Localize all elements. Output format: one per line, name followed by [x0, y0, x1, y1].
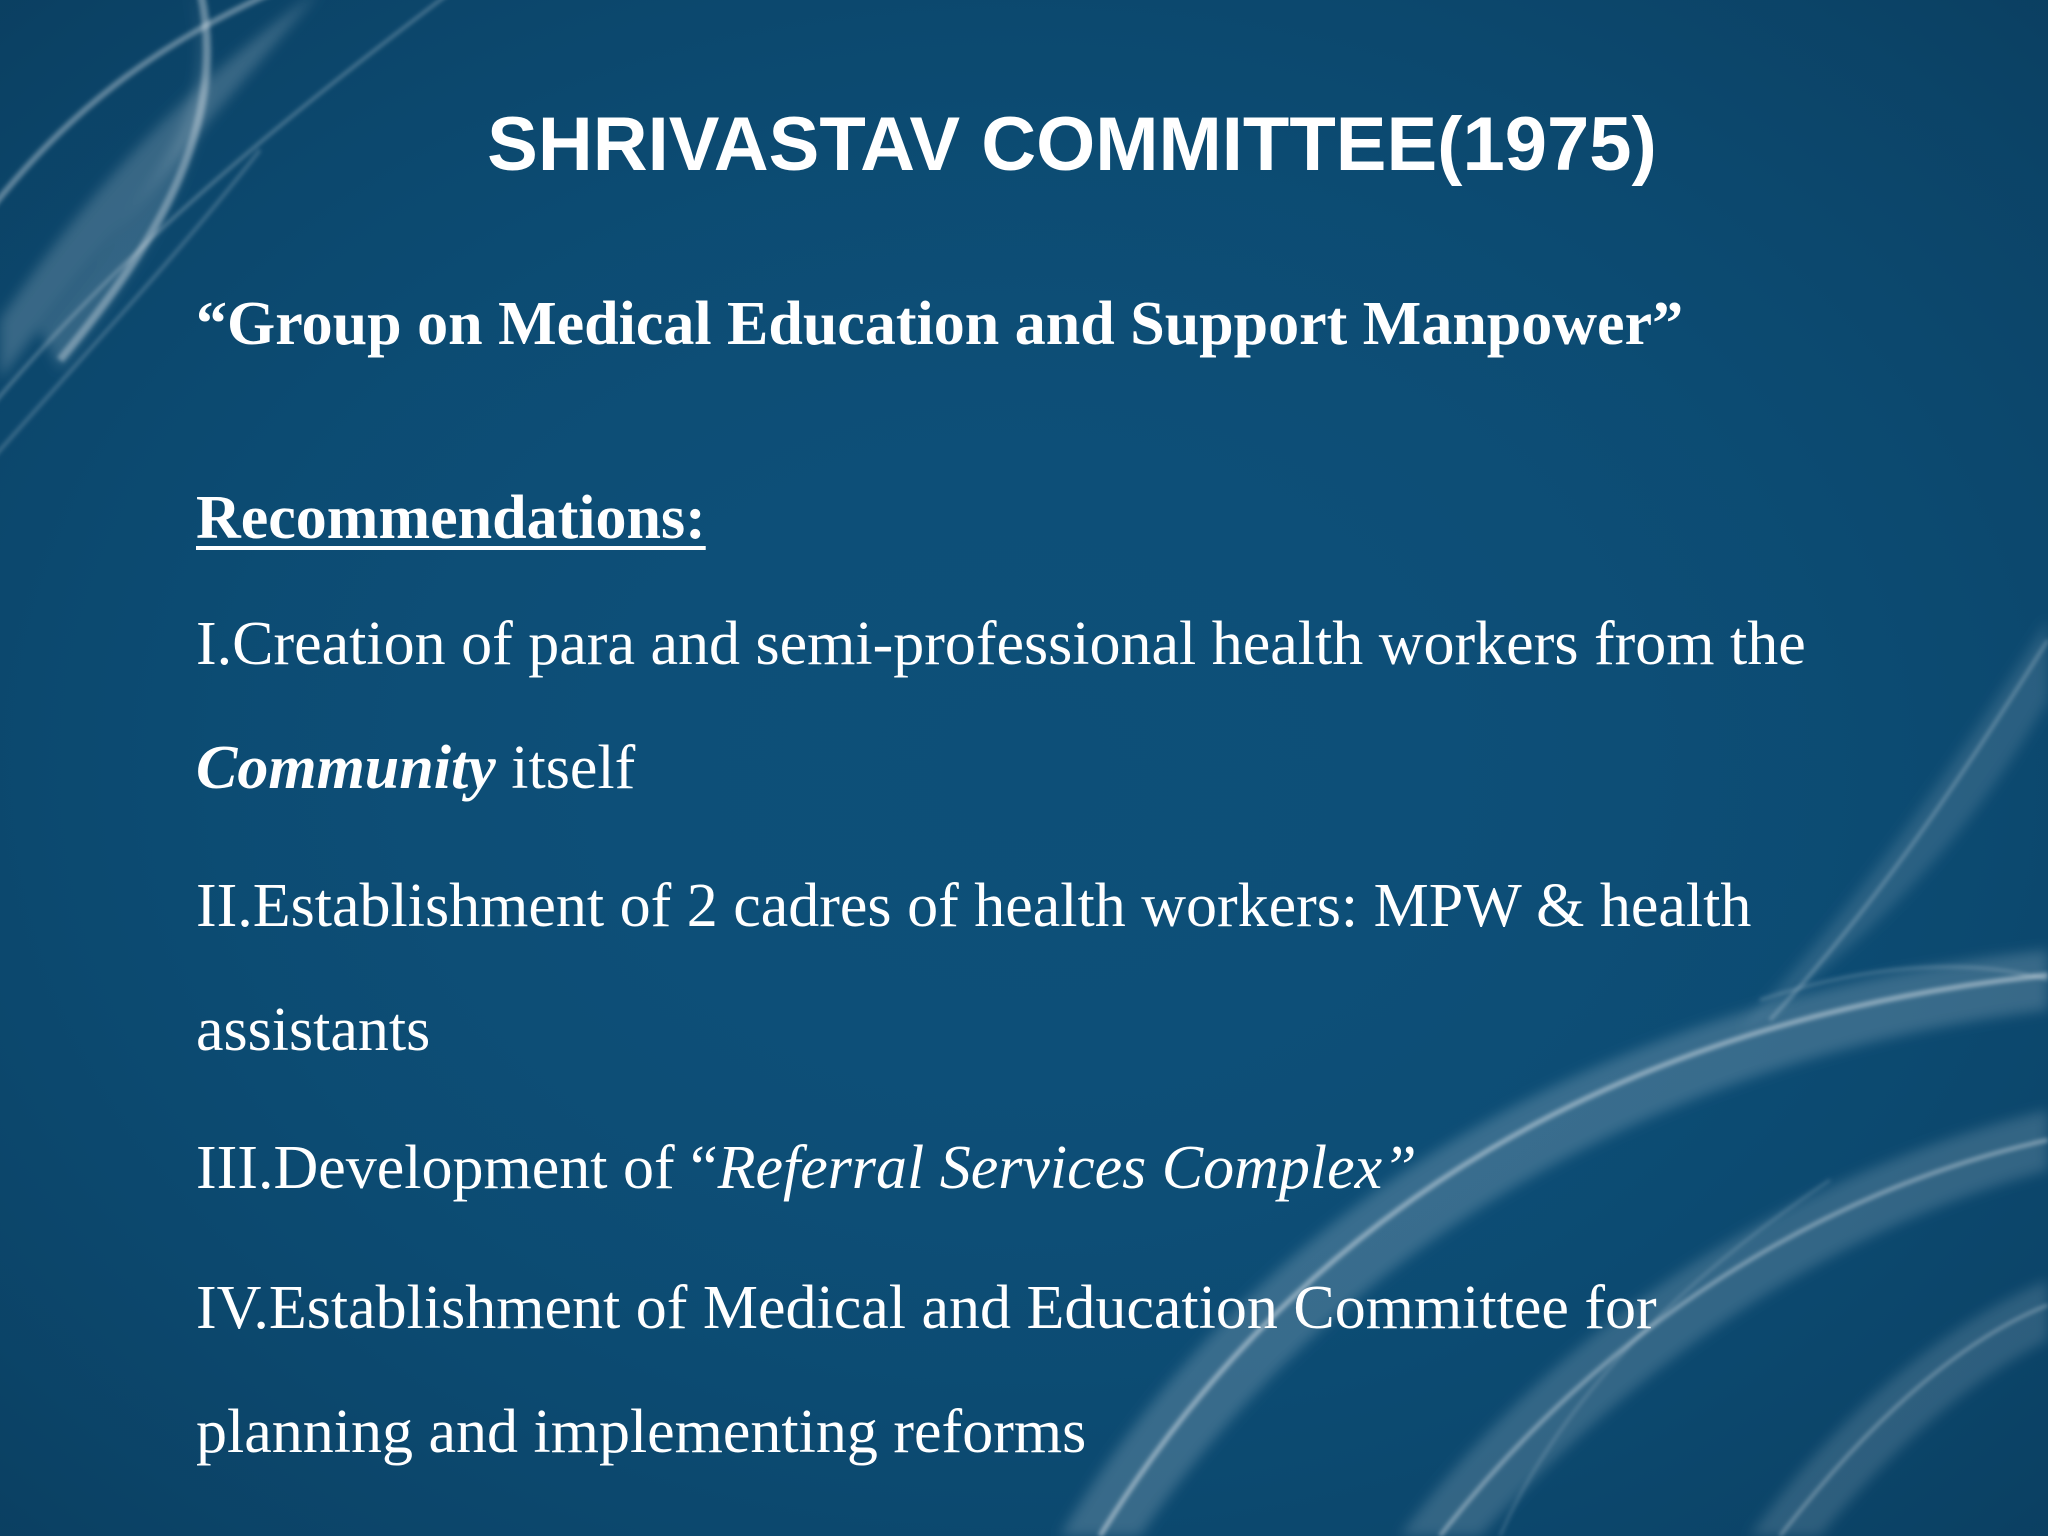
recommendation-4-line-2: planning and implementing reforms	[196, 1398, 1087, 1466]
recommendation-1-line-2-rest: itself	[495, 734, 636, 802]
slide-title: SHRIVASTAV COMMITTEE(1975)	[487, 102, 1657, 187]
recommendation-4-line-1: IV.Establishment of Medical and Education Committee for	[196, 1274, 1657, 1342]
community-emphasis: Community	[196, 734, 496, 802]
recommendations-heading: Recommendations:	[196, 484, 706, 552]
recommendation-1-line-1: I.Creation of para and semi-professional health workers from the	[196, 610, 1806, 678]
recommendation-2-line-2: assistants	[196, 996, 431, 1064]
recommendation-3-prefix: III.Development of “	[196, 1134, 718, 1202]
committee-subtitle: “Group on Medical Education and Support Manpower”	[196, 290, 1684, 358]
referral-services-emphasis: Referral Services Complex”	[717, 1134, 1417, 1202]
recommendation-2-line-1: II.Establishment of 2 cadres of health workers: MPW & health	[196, 872, 1752, 940]
recommendation-3-line-1	[196, 1128, 1417, 1208]
recommendation-1-line-2	[196, 728, 635, 808]
